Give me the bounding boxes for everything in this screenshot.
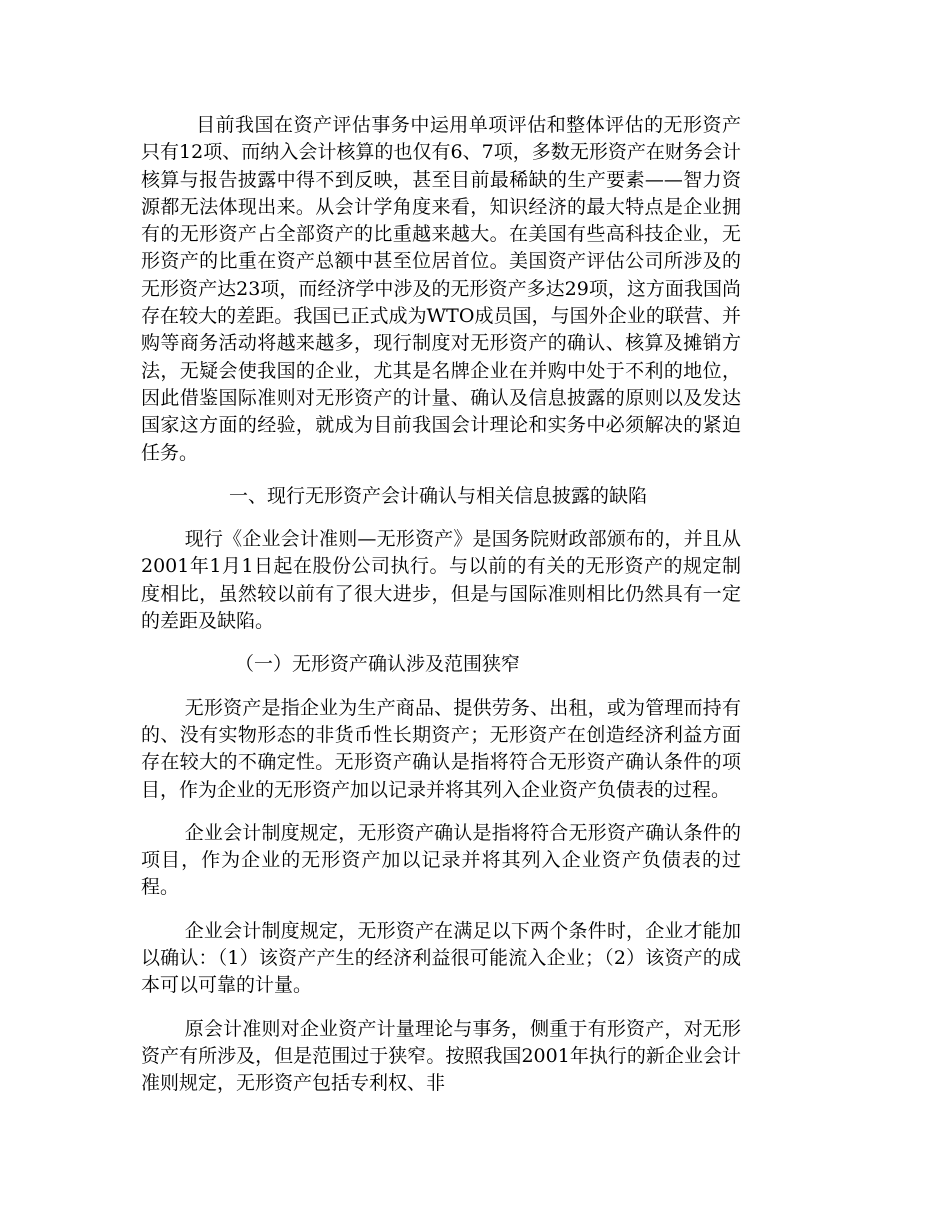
body-paragraph-4: 企业会计制度规定，无形资产确认是指将符合无形资产确认条件的项目，作为企业的无形资产加以记录并将其列入企业资产负债表的过程。 [141,821,741,899]
section-heading-1: 一、现行无形资产会计确认与相关信息披露的缺陷 [229,484,648,507]
document-body [141,112,741,1114]
body-paragraph-6: 原会计准则对企业资产计量理论与事务，侧重于有形资产，对无形资产有所涉及，但是范围过于狭窄。按照我国2001年执行的新企业会计准则规定，无形资产包括专利权、非 [141,1017,741,1095]
body-paragraph-3: 无形资产是指企业为生产商品、提供劳务、出租，或为管理而持有的、没有实物形态的非货币性长期资产；无形资产在创造经济利益方面存在较大的不确定性。无形资产确认是指将符合无形资产确认条件的项目，作为企业的无形资产加以记录并将其列入企业资产负债表的过程。 [141,696,741,801]
body-paragraph-1: 目前我国在资产评估事务中运用单项评估和整体评估的无形资产只有12项、而纳入会计核算的也仅有6、7项，多数无形资产在财务会计核算与报告披露中得不到反映，甚至目前最稀缺的生产要素——智力资源都无法体现出来。从会计学角度来看，知识经济的最大特点是企业拥有的无形资产占全部资产的比重越来越大。在美国有些高科技企业，无形资产的比重在资产总额中甚至位居首位。美国资产评估公司所涉及的无形资产达23项，而经济学中涉及的无形资产多达29项，这方面我国尚存在较大的差距。我国已正式成为WTO成员国，与国外企业的联营、并购等商务活动将越来越多，现行制度对无形资产的确认、核算及摊销方法，无疑会使我国的企业，尤其是名牌企业在并购中处于不利的地位，因此借鉴国际准则对无形资产的计量、确认及信息披露的原则以及发达国家这方面的经验，就成为目前我国会计理论和实务中必须解决的紧迫任务。 [141,114,741,464]
subsection-heading-1: （一）无形资产确认涉及范围狭窄 [235,653,521,676]
body-paragraph-5: 企业会计制度规定，无形资产在满足以下两个条件时，企业才能加以确认：（1）该资产产生的经济利益很可能流入企业；（2）该资产的成本可以可靠的计量。 [141,919,741,997]
body-paragraph-2: 现行《企业会计准则—无形资产》是国务院财政部颁布的，并且从2001年1月1日起在股份公司执行。与以前的有关的无形资产的规定制度相比，虽然较以前有了很大进步，但是与国际准则相比仍然具有一定的差距及缺陷。 [141,528,741,633]
